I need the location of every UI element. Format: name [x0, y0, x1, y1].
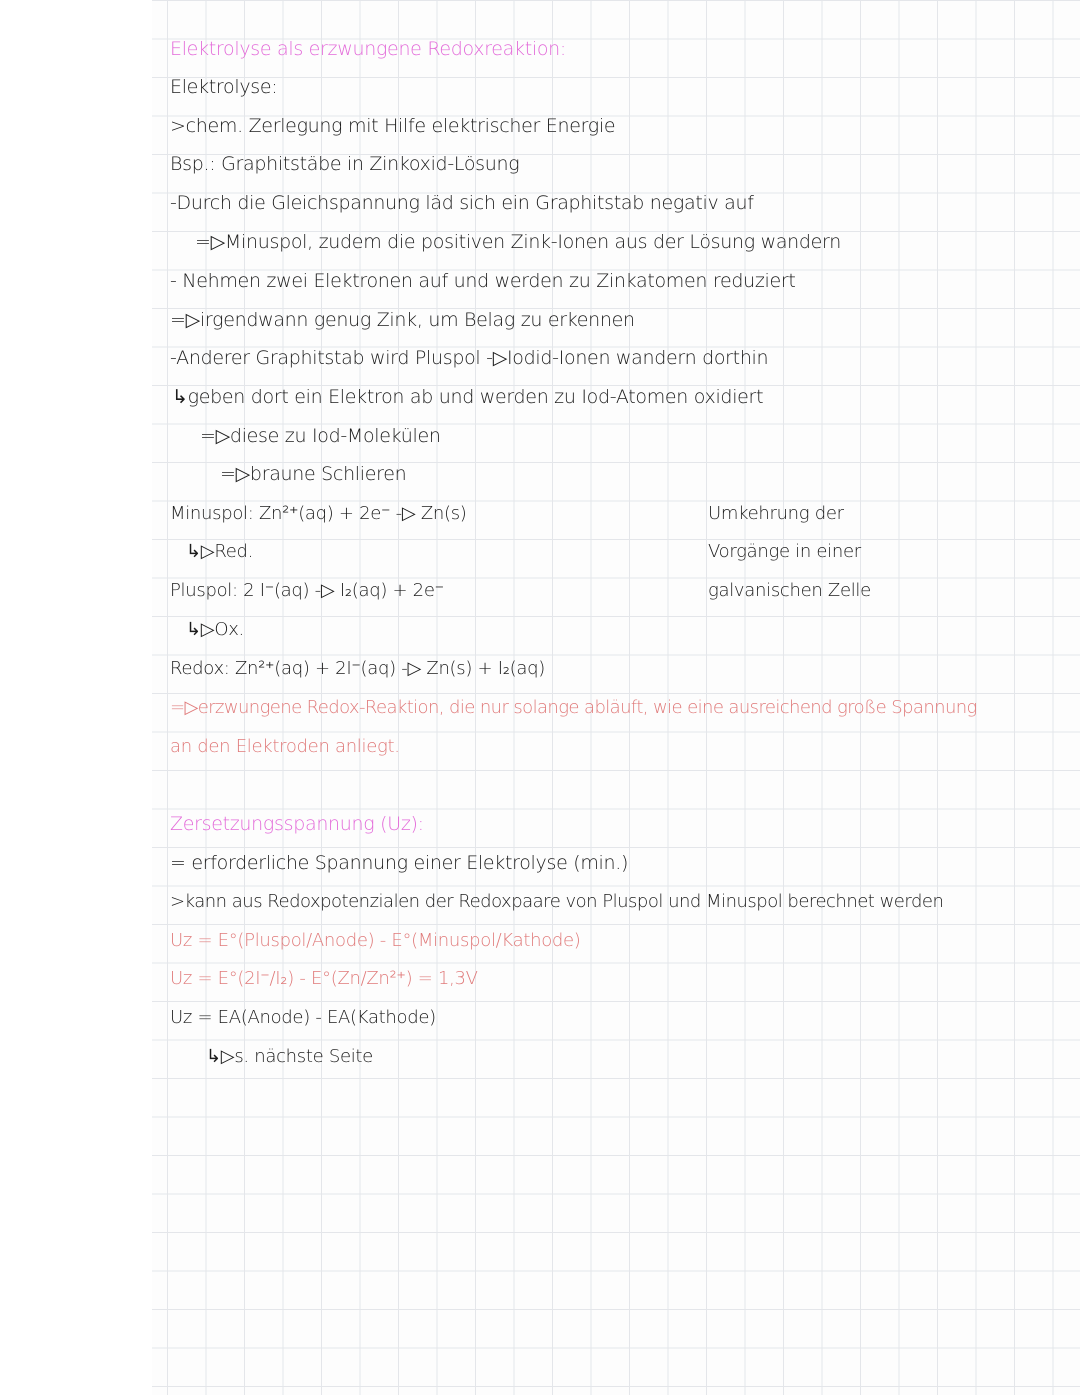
- formula-abbreviated: Uz = EA(Anode) - EA(Kathode): [170, 1007, 436, 1028]
- line-step-3-result: =▷diese zu Iod-Molekülen: [200, 425, 441, 447]
- line-step-2-result: =▷irgendwann genug Zink, um Belag zu erkennen: [170, 309, 635, 331]
- page-margin: [0, 0, 152, 1395]
- equation-pluspol: Pluspol: 2 I⁻(aq) -▷ I₂(aq) + 2e⁻: [170, 580, 444, 601]
- heading-elektrolyse: Elektrolyse als erzwungene Redoxreaktion:: [170, 38, 567, 60]
- line-step-3-detail: ↳geben dort ein Elektron ab und werden zu Iod-Atomen oxidiert: [172, 386, 764, 408]
- note-oxidation: ↳▷Ox.: [186, 619, 244, 640]
- line-step-3: -Anderer Graphitstab wird Pluspol -▷Iodid-Ionen wandern dorthin: [170, 347, 769, 369]
- formula-general: Uz = E°(Pluspol/Anode) - E°(Minuspol/Kathode): [170, 930, 581, 951]
- equation-minuspol: Minuspol: Zn²⁺(aq) + 2e⁻ -▷ Zn(s): [170, 503, 467, 524]
- line-step-1-result: =▷Minuspol, zudem die positiven Zink-Ionen aus der Lösung wandern: [195, 231, 841, 253]
- conclusion-line-2: an den Elektroden anliegt.: [170, 736, 400, 757]
- line-zersetzung-definition: = erforderliche Spannung einer Elektrolyse (min.): [170, 852, 629, 874]
- heading-zersetzungsspannung: Zersetzungsspannung (Uz):: [170, 813, 424, 835]
- formula-example: Uz = E°(2I⁻/I₂) - E°(Zn/Zn²⁺) = 1,3V: [170, 968, 478, 989]
- line-step-3-observation: =▷braune Schlieren: [220, 463, 407, 485]
- side-note-line-3: galvanischen Zelle: [708, 580, 871, 601]
- note-next-page: ↳▷s. nächste Seite: [206, 1046, 373, 1067]
- side-note-line-1: Umkehrung der: [708, 503, 844, 524]
- line-term: Elektrolyse:: [170, 76, 278, 98]
- line-definition: >chem. Zerlegung mit Hilfe elektrischer Energie: [170, 115, 616, 137]
- line-zersetzung-calculation: >kann aus Redoxpotenzialen der Redoxpaare von Pluspol und Minuspol berechnet werden: [170, 891, 944, 912]
- note-reduction: ↳▷Red.: [186, 541, 254, 562]
- conclusion-line-1: =▷erzwungene Redox-Reaktion, die nur solange abläuft, wie eine ausreichend große Spannung: [170, 697, 977, 718]
- line-step-1: -Durch die Gleichspannung läd sich ein Graphitstab negativ auf: [170, 192, 754, 214]
- line-example: Bsp.: Graphitstäbe in Zinkoxid-Lösung: [170, 153, 520, 175]
- equation-redox: Redox: Zn²⁺(aq) + 2I⁻(aq) -▷ Zn(s) + I₂(aq): [170, 658, 545, 679]
- line-step-2: - Nehmen zwei Elektronen auf und werden zu Zinkatomen reduziert: [170, 270, 796, 292]
- side-note-line-2: Vorgänge in einer: [708, 541, 861, 562]
